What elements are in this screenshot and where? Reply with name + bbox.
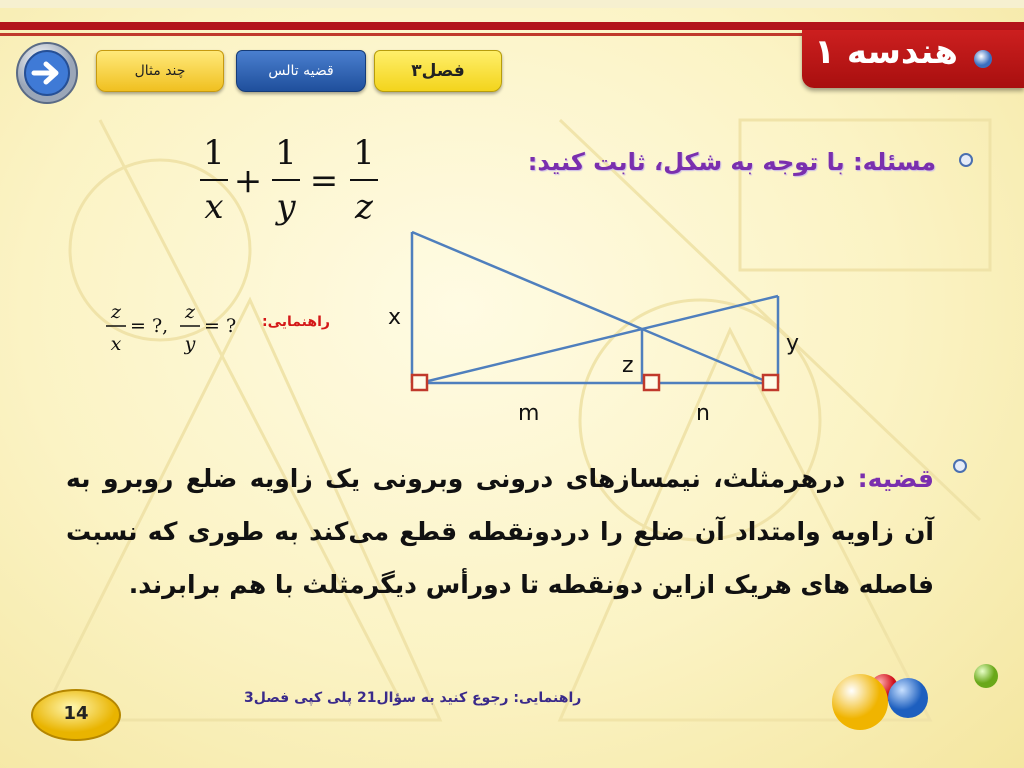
formula-numerator-2: 1 bbox=[275, 133, 297, 173]
theorem-label: قضیه: bbox=[857, 464, 934, 493]
right-angle-marker-left bbox=[412, 375, 427, 390]
hint-fraction-1-num: z bbox=[110, 301, 122, 323]
chapter-title: هندسه ۱ bbox=[814, 32, 958, 72]
formula-denominator-y: y bbox=[276, 187, 296, 227]
bullet-icon bbox=[958, 152, 974, 168]
problem-statement bbox=[528, 148, 936, 176]
bullet-icon bbox=[952, 458, 968, 474]
label-x: x bbox=[388, 305, 402, 330]
label-m: m bbox=[518, 401, 540, 426]
geometry-diagram bbox=[380, 220, 810, 430]
hint-label: راهنمایی: bbox=[262, 314, 330, 330]
problem-label: مسئله: bbox=[852, 148, 936, 176]
theorem-text: درهرمثلث، نیمسازهای درونی وبرونی یک زاویه ضلع روبرو به آن زاویه وامتداد آن ضلع را دردونقطه قطع می‌کند به طوری که نسبت فاصله های هریک ازاین دونقطه تا دورأس دیگرمثلث با هم برابرند. bbox=[66, 464, 934, 599]
hint-fraction-2-den: y bbox=[184, 333, 196, 355]
formula-plus: + bbox=[233, 161, 263, 201]
tab-chapter[interactable] bbox=[374, 50, 502, 92]
footer-hint: راهنمایی: رجوع کنید به سؤال21 پلی کپی فصل3 bbox=[244, 690, 582, 706]
hint-fraction-2-num: z bbox=[184, 301, 196, 323]
top-stripe bbox=[0, 0, 1024, 8]
tab-thales-label: قضیه تالس bbox=[268, 63, 334, 79]
hint-fraction-1-den: x bbox=[110, 333, 122, 355]
back-arrow-icon[interactable] bbox=[14, 40, 80, 106]
diagonal-1 bbox=[412, 232, 770, 383]
formula-denominator-z: z bbox=[355, 187, 373, 227]
formula-denominator-x: x bbox=[204, 187, 224, 227]
right-angle-marker-right bbox=[763, 375, 778, 390]
main-formula bbox=[196, 132, 386, 232]
tab-examples-label: چند مثال bbox=[134, 63, 186, 79]
diagonal-2 bbox=[420, 296, 778, 383]
label-n: n bbox=[696, 401, 710, 426]
label-z: z bbox=[622, 353, 634, 378]
formula-equals: = bbox=[309, 161, 339, 201]
tab-examples[interactable] bbox=[96, 50, 224, 92]
theorem-statement bbox=[66, 452, 934, 611]
hint-fraction-2-rhs: = ? bbox=[204, 315, 237, 337]
tab-chapter-label: فصل۳ bbox=[411, 61, 465, 81]
page-number: 14 bbox=[63, 703, 89, 724]
formula-numerator-1: 1 bbox=[203, 133, 225, 173]
label-y: y bbox=[786, 331, 800, 356]
tab-thales-theorem[interactable] bbox=[236, 50, 366, 92]
decorative-balls bbox=[826, 660, 1006, 740]
top-stripe-red bbox=[0, 22, 1024, 30]
right-angle-marker-middle bbox=[644, 375, 659, 390]
formula-numerator-3: 1 bbox=[353, 133, 375, 173]
hint-formula bbox=[100, 298, 250, 364]
hint-fraction-1-rhs: = ?, bbox=[130, 315, 169, 337]
problem-text: با توجه به شکل، ثابت کنید: bbox=[527, 148, 853, 176]
bullet-icon bbox=[972, 48, 994, 70]
